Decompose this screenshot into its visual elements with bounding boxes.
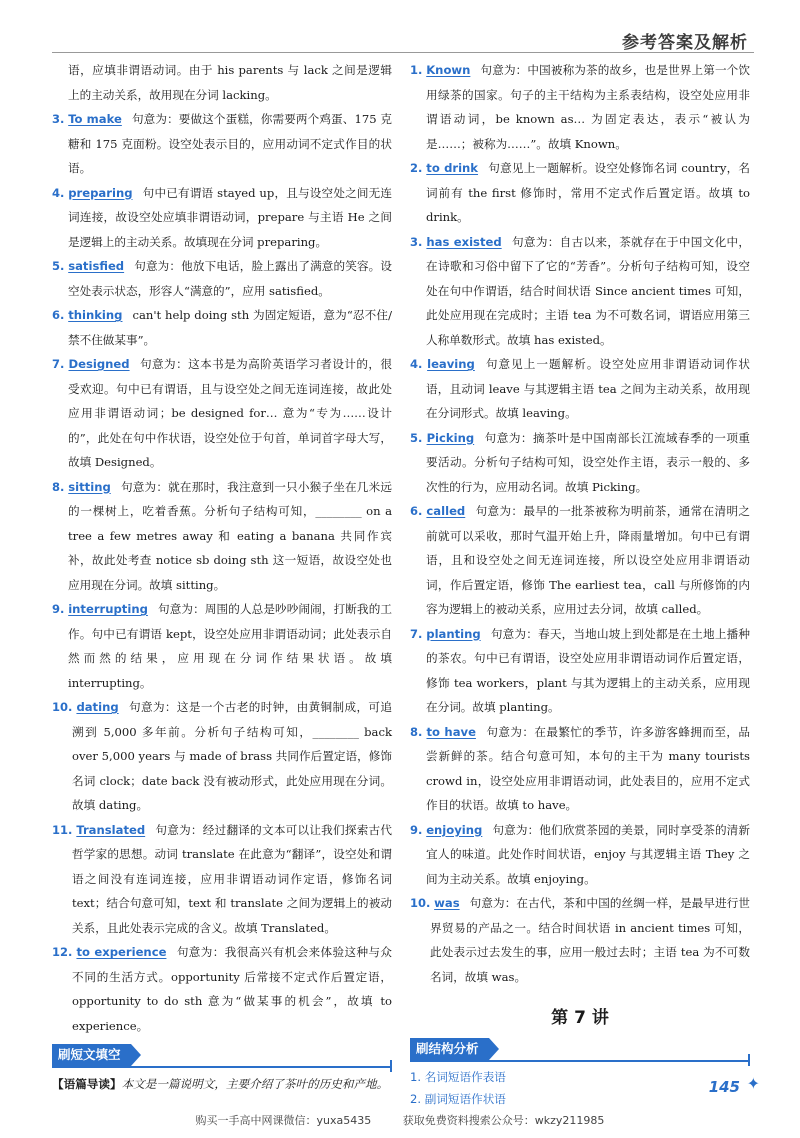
section-tag: 刷短文填空 [52,1044,131,1066]
lecture-title: 第 7 讲 [551,1008,609,1028]
answer-explanation: 句意见上一题解析。设空处修饰名词 country，名词前有 the first 修饰时，常用不定式作后置定语。故填 to drink。 [426,161,751,224]
left-column [52,58,392,1097]
item-number: 9. [410,822,423,837]
answer-word: To make [68,112,122,126]
answer-explanation: 句意为：周围的人总是吵吵闹闹，打断我的工作。句中已有谓语 kept，设空处应用非谓语动词；此处表示自然而然的结果，应用现在分词作结果状语。故填 interrupting。 [68,602,392,690]
answer-explanation: 句中已有谓语 stayed up，且与设空处之间无连词连接，故设空处应填非谓语动词，prepare 与主语 He 之间是逻辑上的主动关系。故填现在分词 preparing。 [68,185,392,249]
section-bar-end [748,1054,750,1066]
answer-word: Designed [68,357,130,371]
footer-account-text: 获取免费资料搜索公众号：wkzy211985 [402,1114,605,1127]
answer-item [52,303,392,352]
answer-explanation: 句意为：春天，当地山坡上到处都是在土地上播种的茶农。句中已有谓语，设空处应用非谓语动词作后置定语，修饰 tea workers，plant 与其为逻辑上的主动关系，应用现在分词。故填 planting。 [426,626,750,714]
answer-item [410,58,750,156]
page-number: 145 [708,1078,740,1096]
answer-item [52,475,392,598]
answer-explanation: 句意为：这是一个古老的时钟，由黄铜制成，可追溯到 5,000 多年前。分析句子结构可知，________ back over 5,000 years 与 made of brass 共同作后置定语，修饰名词 clock；date back 没有被动形式，此处应用现在分词。故填 dating。 [72,700,392,812]
item-number: 10. [52,700,73,714]
intro-text: 本文是一篇说明文，主要介绍了茶叶的历史和产地。 [121,1077,389,1091]
answer-word: to drink [426,161,479,175]
answer-word: enjoying [426,822,483,837]
answer-word: Picking [426,430,475,445]
item-number: 1. [410,63,423,77]
answer-word: leaving [427,357,475,371]
answer-item [410,156,750,230]
answer-explanation: 句意为：要做这个蛋糕，你需要两个鸡蛋、175 克糖和 175 克面粉。设空处表示目的，应用动词不定式作目的状语。 [68,112,392,175]
answer-word: dating [76,700,119,714]
answer-word: planting [426,626,481,641]
passage-intro [52,1072,392,1097]
item-number: 8. [410,724,423,739]
answer-word: to experience [76,945,167,959]
item-number: 10. [410,896,431,910]
intro-label: 【语篇导读】 [52,1077,122,1091]
answer-item [52,107,392,181]
answer-item [410,622,750,720]
answer-word: to have [426,724,476,739]
answer-item [410,818,750,892]
section-header-structure-analysis [410,1038,750,1062]
answer-item [52,818,392,941]
structure-item: 1. 名词短语作表语 [410,1070,506,1084]
header-divider [52,52,754,53]
answer-explanation: 句意见上一题解析。设空处应用非谓语动词作状语，且动词 leave 与其逻辑主语 tea 之间为主动关系，故用现在分词形式。故填 leaving。 [426,357,750,420]
section-header-short-text-fill [52,1044,392,1068]
item-number: 4. [410,357,423,371]
answer-word: thinking [68,308,123,322]
section-tag: 刷结构分析 [410,1038,489,1060]
sparkle-icon: ✦ [746,1074,760,1093]
answer-word: has existed [426,234,502,249]
item-number: 6. [52,308,65,322]
answer-explanation: 句意为：在最繁忙的季节，许多游客蜂拥而至，品尝新鲜的茶。结合句意可知，本句的主干为 many tourists crowd in，设空处应用非谓语动词，此处表目的，应用不定式作目的状语。故填 to have。 [426,724,750,812]
structure-item: 2. 副词短语作状语 [410,1092,506,1106]
item-number: 6. [410,504,423,518]
answer-item [410,230,750,353]
item-number: 5. [410,430,423,445]
item-number: 2. [410,161,423,175]
answer-explanation: 句意为：他放下电话，脸上露出了满意的笑容。设空处表示状态，形容人“满意的”，应用 satisfied。 [68,259,392,298]
answer-explanation: 句意为：摘茶叶是中国南部长江流域春季的一项重要活动。分析句子结构可知，设空处作主语，表示一般的、多次性的行为，应用动名词。故填 Picking。 [426,430,750,494]
answer-explanation: 句意为：在古代，茶和中国的丝绸一样，是最早进行世界贸易的产品之一。结合时间状语 in ancient times 可知，此处表示过去发生的事，应用一般过去时；主语 tea 为不可数名词，故填 was。 [430,896,750,984]
answer-item [410,499,750,622]
footer-wechat-text: 购买一手高中网课微信：yuxa5435 [195,1114,372,1127]
page-header-title: 参考答案及解析 [622,33,748,53]
answer-item [52,352,392,475]
answer-word: called [426,504,466,518]
item-number: 3. [410,234,423,249]
answer-word: interrupting [68,602,148,616]
footer [0,1112,800,1128]
answer-explanation: 句意为：经过翻译的文本可以让我们探索古代哲学家的思想。动词 translate 在此意为“翻译”，设空处和谓语之间没有连词连接，应用非谓语动词作定语，修饰名词 text；结合句意可知，text 和 translate 之间为逻辑上的被动关系，且此处表示完成的含义。故填 Translated。 [72,822,392,935]
answer-word: satisfied [68,259,125,273]
item-number: 3. [52,112,65,126]
answer-item [410,426,750,500]
answer-word: Translated [76,822,146,837]
answer-explanation: 句意为：最早的一批茶被称为明前茶，通常在清明之前就可以采收，那时气温开始上升，降雨量增加。句中已有谓语，且和设空处之间无连词连接，所以设空处应用非谓语动词，作后置定语，修饰 The earliest tea，call 与所修饰的内容为逻辑上的被动关系，应用过去分词，故填 called。 [426,504,750,616]
answer-word: Known [426,63,471,77]
answer-explanation: 句意为：这本书是为高阶英语学习者设计的，很受欢迎。句中已有谓语，且与设空处之间无连词连接，故此处应用非谓语动词；be designed for… 意为“专为……设计的”，此处在句中作状语，设空处位于句首，单词首字母大写，故填 Designed。 [68,357,392,469]
answer-explanation: can't help doing sth 为固定短语，意为“忍不住/禁不住做某事”。 [68,308,393,347]
section-bar-end [390,1060,392,1072]
answer-word: sitting [68,479,111,494]
item-number: 11. [52,822,73,837]
answer-item [52,597,392,695]
answer-item [410,891,750,989]
item-number: 4. [52,185,65,200]
answer-item [52,254,392,303]
answer-item [52,181,392,255]
right-column [410,58,750,1110]
answer-item [52,58,392,107]
answer-explanation: 句意为：自古以来，茶就存在于中国文化中，在诗歌和习俗中留下了它的“芳香”。分析句子结构可知，设空处在句中作谓语，结合时间状语 Since ancient times 可知，此处应用现在完成时；主语 tea 为不可数名词，谓语应用第三人称单数形式。故填 has existed。 [426,234,750,347]
answer-explanation: 句意为：他们欣赏茶园的美景，同时享受茶的清新宜人的味道。此处作时间状语，enjoy 与其逻辑主语 They 之间为主动关系。故填 enjoying。 [426,822,750,886]
answer-explanation: 句意为：我很高兴有机会来体验这种与众不同的生活方式。opportunity 后常接不定式作后置定语，opportunity to do sth 意为“做某事的机会”，故填 to experience。 [72,945,393,1033]
answer-item [410,720,750,818]
item-number: 8. [52,479,65,494]
answer-explanation: 句意为：中国被称为茶的故乡，也是世界上第一个饮用绿茶的国家。句子的主干结构为主系表结构，设空处应用非谓语动词，be known as… 为固定表达，表示“被认为是……；被称为……”。故填 Known。 [426,63,750,151]
answer-explanation: 句意为：就在那时，我注意到一只小猴子坐在几米远的一棵树上，吃着香蕉。分析句子结构可知，________ on a tree a few metres away 和 eating a banana 共同作宾补，故此处考查 notice sb doing sth 这一短语，故设空处也应用现在分词。故填 sitting。 [68,479,392,592]
answer-item [52,940,392,1038]
item-number: 9. [52,602,65,616]
item-number: 5. [52,259,65,273]
item-number: 12. [52,945,73,959]
answer-explanation: 语，应填非谓语动词。由于 his parents 与 lack 之间是逻辑上的主动关系，故用现在分词 lacking。 [68,63,392,102]
item-number: 7. [410,626,423,641]
item-number: 7. [52,357,65,371]
answer-item [410,352,750,426]
answer-word: preparing [68,185,133,200]
answer-word: was [434,896,460,910]
answer-item [52,695,392,818]
